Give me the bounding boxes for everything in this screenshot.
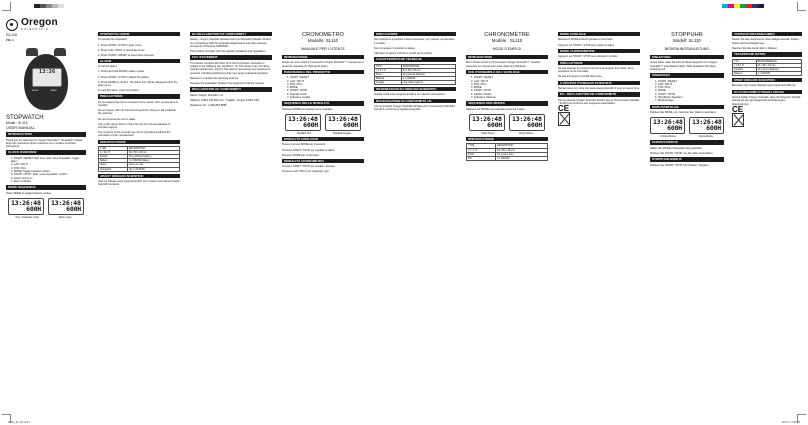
section-bar: INTRODUCTION: [466, 55, 548, 59]
lcd-display: [689, 117, 724, 134]
brand-subtitle: SCIENTIFIC: [21, 28, 50, 31]
lcd-bottom: 600H: [66, 204, 81, 213]
section-text: Visitare il sito www.oregonscientific.it per ulteriori informazioni.: [374, 93, 446, 97]
section-bar: VORSICHTSMASSNAHMEN: [732, 32, 802, 36]
section-text: This product complies with the relevant standards and regulations.: [190, 50, 267, 54]
section-text: 2. Press LAP / SPLIT to record lap times.: [98, 48, 146, 52]
lcd-top: 13:26:48: [653, 118, 683, 127]
list-item: • 1. START / RESET: [655, 80, 724, 83]
list-item: • 7. Indicatore sveglia: [287, 96, 364, 99]
section-bar: ALARM: [98, 59, 180, 63]
section-bar: PRECAUTIONS: [98, 94, 180, 98]
column-9: [732, 30, 802, 417]
section-text: Setzen Sie das Gerät keiner übermäßigen Gewalt, Stößen, Staub oder Feuchtigkeit aus.: [732, 38, 800, 45]
lcd-caption: Alarm mode: [58, 215, 72, 219]
spec-table: [98, 146, 180, 172]
column-italian: [282, 30, 364, 417]
figure-label: FIG. 1: [6, 38, 14, 43]
list-item: • 2. LAP / SPLIT: [11, 163, 86, 166]
table-cell: TYP: [733, 59, 757, 63]
list-item: • 7. Weckanzeige: [655, 99, 724, 102]
lcd-display: [650, 117, 685, 134]
table-cell: Once per day: [127, 163, 179, 167]
table-cell: 1 x CR2032: [756, 71, 801, 75]
section-text: Appuyez sur START / STOP pour régler la valeur.: [558, 43, 615, 47]
section-text: Hereby, Oregon Scientific declares that this Stopwatch (Model: SL110) is in compliance with the essential requirements and other relevant provisions of Directive 1999/5/EC.: [190, 38, 271, 48]
lcd-caption: Mode Heure: [481, 132, 495, 135]
lcd-display: [509, 114, 545, 131]
section-bar: EU DECLARATION OF CONFORMITY: [190, 32, 272, 36]
spec-table: [466, 143, 548, 160]
section-bar: INFORMAZIONI SU OREGON SCIENTIFIC: [374, 87, 456, 91]
lcd-bottom: 600H: [487, 121, 502, 129]
section-bar: STOPPUHR-MODUS: [650, 157, 724, 161]
list-item: • 1. START / RESET: [471, 76, 548, 79]
section-bar: SPÉCIFICATIONS: [466, 137, 548, 141]
lcd-row: [466, 114, 548, 131]
section-text: Reorient or relocate the receiving antenna.: [190, 76, 240, 80]
spec-table: [374, 64, 456, 85]
section-text: Do not immerse the unit in water.: [98, 117, 136, 121]
column-5: [374, 30, 456, 417]
section-text: Maintenez MODE enfoncé pendant 2 secondes.: [558, 38, 614, 42]
section-text: Utilizzare un panno morbido e umido per la pulizia.: [374, 51, 433, 55]
table-cell: BESCHREIBUNG: [756, 59, 801, 63]
column-2: [98, 30, 180, 417]
section-bar: ÜBERSICHT: [650, 73, 724, 77]
brand-name: Oregon: [21, 17, 58, 28]
lcd-top: 13:26:48: [51, 198, 81, 207]
section-text: Appuyez sur MODE pour basculer entre les modes :: [466, 107, 526, 111]
table-cell: 64 x 56 x 18 mm: [127, 151, 179, 155]
section-text: Ne pas exposer le produit à une force excessive, des chocs, de la poussière ou de l'humidité.: [558, 66, 634, 74]
section-bar: TECHNISCHE DATEN: [732, 52, 802, 56]
section-bar: UHRZEIT-MODUS: [650, 140, 724, 144]
lcd-top: 13:26:48: [328, 115, 358, 123]
section-text: Non sottoporre il prodotto a forza eccessiva, urti, polvere, temperature o umidità.: [374, 38, 455, 45]
table-row: [467, 156, 548, 160]
section-bar: ABOUT OREGON SCIENTIFIC: [98, 174, 180, 178]
list-item: • 5. START / STOP: Start / stop stopwatch, confirm: [11, 173, 86, 176]
section-text: Do not tamper with the internal components. Doing so will invalidate the warranty.: [98, 109, 176, 116]
section-text: 3. Press MODE to confirm. The alarm icon will be displayed when the alarm is on.: [98, 80, 178, 87]
section-text: Thank you for selecting the Oregon Scientific™ Stopwatch. Please keep this manual for future reference as it contains important instructions.: [6, 138, 83, 149]
section-text: Premere MODE per passare tra le modalità:: [282, 107, 333, 111]
ce-mark: CE: [732, 104, 744, 114]
lcd-caption-row: [466, 132, 548, 135]
section-text: Tenere premuto MODE per 2 secondi.: [282, 143, 326, 147]
color-calibration-left: [34, 4, 64, 8]
lcd-display: [285, 114, 321, 131]
section-text: Increase the separation between the equipment and the receiver.: [190, 81, 265, 85]
section-text: Premere START / STOP per regolare il valore.: [282, 148, 336, 152]
section-text: Premere MODE per confermare.: [282, 153, 320, 157]
table-cell: L x l x H: [467, 148, 496, 152]
section-text: 1. Press START / STOP to start / stop.: [98, 43, 143, 47]
section-text: Premere LAP / SPLIT per registrare i giri.: [282, 170, 330, 174]
table-cell: DESCRIPTION: [496, 144, 548, 148]
section-bar: DICHIARAZIONE DI CONFORMITÀ UE: [374, 99, 456, 103]
watch-button-left: [26, 48, 38, 56]
column-7: [558, 30, 640, 417]
table-cell: 40 g (without battery): [127, 155, 179, 159]
section-bar: STOPWATCH MODE: [98, 32, 180, 36]
stopwatch-illustration: [18, 46, 74, 112]
lcd-row: [282, 114, 364, 131]
table-cell: L x B x H: [733, 63, 757, 67]
section-bar: SEQUENZA DELLE MODALITÀ: [282, 101, 364, 105]
section-text: Press MODE to toggle between modes:: [6, 191, 52, 195]
table-cell: DESCRIPTION: [127, 147, 179, 151]
section-bar: VUE D'ENSEMBLE DE L'HORLOGE: [466, 70, 548, 74]
section-text: Hiermit erklärt Oregon Scientific, dass die Stoppuhr (Modell: SL110) mit den grundlegenden Anforderungen übereinstimmt.: [732, 95, 801, 106]
list-item: • 5. START / STOP: [471, 89, 548, 92]
section-text: Drücken Sie START / STOP, um den Wert einzustellen.: [650, 151, 714, 155]
lcd-display: [8, 198, 44, 215]
section-bar: PRÉCAUTIONS: [558, 61, 640, 65]
section-text: Besuchen Sie unsere Website www.oregonscientific.de.: [732, 84, 796, 88]
list-item: • 4. MODE: [655, 89, 724, 92]
lcd-caption-row: [282, 132, 364, 135]
lcd-caption: Uhrzeit-Modus: [660, 135, 676, 139]
watch-button-right: [54, 48, 66, 56]
crop-mark: [2, 2, 11, 11]
section-bar: MODE SEQUENCE: [6, 185, 86, 189]
section-text: To stop the alarm, press any button.: [98, 89, 140, 93]
column-cover: [6, 14, 86, 417]
lcd-top: 13:26:48: [472, 115, 502, 123]
oregon-logo-icon: [6, 19, 18, 31]
lcd-caption-row: [6, 216, 86, 219]
table-cell: Gewicht: [733, 67, 757, 71]
lcd-bottom: 600H: [527, 121, 542, 129]
cover-title: STOPWATCH: [6, 114, 44, 121]
list-item: • 6. Hourly chime on: [11, 177, 86, 180]
lcd-row: [6, 198, 86, 215]
lcd-bottom: 600H: [706, 124, 721, 133]
column-model: Modell: SL110: [673, 38, 701, 44]
cover-model: Model : SL110: [6, 120, 28, 125]
section-text: To operate the stopwatch:: [98, 38, 128, 42]
list-item: • 7. Alarm indicator: [11, 180, 86, 183]
section-text: Drücken Sie MODE, um zwischen den Modi zu wechseln:: [650, 111, 717, 114]
table-cell: 1 x CR2032: [496, 156, 548, 160]
column-manual: MODE D'EMPLOI: [492, 46, 522, 51]
section-text: Appuyez sur START / STOP pour démarrer / arrêter.: [558, 55, 619, 59]
lcd-row: [650, 117, 724, 134]
list-item: • 2. LAP / SPLIT: [655, 83, 724, 86]
lcd-caption: Modalità Sveglia: [333, 132, 351, 135]
crop-mark: [797, 2, 806, 11]
column-french: [466, 30, 548, 417]
section-text: Tauchen Sie das Gerät nicht in Wasser.: [732, 46, 778, 50]
overview-list: [6, 157, 86, 183]
list-item: • 1. START / RESET: [287, 76, 364, 79]
section-text: 3. Press START / RESET to reset when stopped.: [98, 53, 155, 57]
model-code: SL110: [6, 32, 18, 37]
section-bar: INTRODUCTION: [6, 132, 86, 136]
watch-label-start: START: [50, 89, 57, 92]
section-text: Address: 19861 SW 95th Ave., Tualatin, Oregon 97062 USA: [190, 98, 260, 102]
lcd-top: 13:26:48: [288, 115, 318, 123]
table-cell: Poids: [467, 152, 496, 156]
table-row: [733, 71, 802, 75]
section-bar: PRECAUZIONI: [374, 32, 456, 36]
table-cell: Stopwatch: [99, 167, 128, 171]
section-bar: ÜBER OREGON SCIENTIFIC: [732, 78, 802, 82]
section-text: Premere START / STOP per avviare / fermare.: [282, 165, 336, 169]
watch-screen: 13:26: [32, 68, 62, 87]
lcd-caption: Time / Calendar mode: [15, 215, 39, 219]
list-item: • 4. MODE: [287, 86, 364, 89]
section-bar: FCC STATEMENT: [190, 55, 272, 59]
list-item: • 3. STR / RCL: [11, 167, 86, 170]
section-bar: DECLARATION OF CONFORMITY: [190, 87, 272, 91]
list-item: • 3. STR / RCL: [655, 86, 724, 89]
table-cell: Batterie: [733, 71, 757, 75]
lcd-bottom: 600H: [343, 121, 358, 129]
section-text: Visit our website www.oregonscientific.com to learn more about Oregon Scientific products.: [98, 180, 180, 187]
list-item: • 3. STR / RCL: [471, 83, 548, 86]
table-row: [99, 167, 180, 171]
lcd-top: 13:26:48: [512, 115, 542, 123]
section-text: To set the alarm:: [98, 65, 118, 69]
lcd-caption: Weck-Modus: [699, 135, 713, 139]
section-bar: EINLEITUNG: [650, 55, 724, 59]
section-text: Drücken Sie START / STOP zum Starten / Stoppen.: [650, 163, 710, 167]
lcd-display: [325, 114, 361, 131]
lcd-bottom: 600H: [303, 121, 318, 129]
table-cell: 40 g (ohne Batterie): [756, 67, 801, 71]
print-slug-right: 2010.7.1 3:36 PM: [781, 422, 800, 424]
section-bar: MODE HORLOGE: [558, 32, 640, 36]
column-title: CHRONOMÈTRE: [484, 32, 530, 38]
table-cell: DESCRIZIONE: [401, 64, 455, 68]
lcd-bottom: 600H: [667, 124, 682, 133]
table-cell: Batteria: [375, 76, 402, 80]
lcd-caption: Modalità Ora: [297, 132, 311, 135]
color-calibration-right: [722, 4, 764, 8]
table-cell: Up to 23:59:59: [127, 167, 179, 171]
section-text: Use a soft, damp cloth to clean the unit. Do not use abrasive or corrosive agents.: [98, 122, 171, 129]
list-item: • 5. START / STOP: [287, 89, 364, 92]
section-bar: MODALITÀ OROLOGIO: [282, 137, 364, 141]
table-cell: Sveglia: [375, 80, 402, 84]
section-text: Ne pas immerger le produit dans l'eau.: [558, 75, 603, 79]
section-text: Name: Oregon Scientific, Inc.: [190, 93, 224, 97]
table-cell: 64 x 56 x 18 mm: [496, 148, 548, 152]
table-cell: 40 g (senza batteria): [401, 72, 455, 76]
weee-bin-icon: [558, 112, 570, 126]
section-text: Halten Sie MODE 2 Sekunden lang gedrückt.: [650, 146, 703, 150]
column-manual: BEDIENUNGSANLEITUNG: [664, 46, 710, 51]
list-item: • 6. Segnale orario: [287, 93, 364, 96]
overview-list: [282, 76, 364, 99]
section-bar: MODE CHRONOMÈTRE: [558, 49, 640, 53]
table-cell: L x W x H: [99, 151, 128, 155]
weee-bin-icon: [732, 113, 744, 127]
print-slug-left: SL110_EU_R1.indd 1: [8, 422, 31, 424]
lcd-top: 13:26:48: [11, 198, 41, 207]
section-text: Con la presente Oregon Scientific dichiara che il Cronometro (Modello: SL110) è conforme ai requisiti essenziali.: [374, 105, 456, 112]
column-3: [190, 30, 272, 417]
list-item: • 5. START / STOP: [655, 93, 724, 96]
cover-manual: USER MANUAL: [6, 124, 35, 130]
section-bar: EU - DÉCLARATION DE CONFORMITÉ: [558, 92, 640, 96]
overview-list: [650, 80, 724, 103]
table-cell: 40 g (sans pile): [496, 152, 548, 156]
table-cell: 1 x CR2032: [401, 76, 455, 80]
section-text: This device complies with Part 15 of the FCC Rules. Operation is subject to the following two conditions: (1) This device may not cause harmful interference, and (2) This device must accept any interference received, including interference that may cause undesired operation.: [190, 61, 271, 75]
lcd-top: 13:26:48: [692, 118, 722, 127]
table-cell: Battery: [99, 159, 128, 163]
lcd-caption: Mode Alarme: [518, 132, 534, 135]
column-manual: MANUALE PER L'UTENTE: [301, 46, 345, 51]
section-text: 1. Press and hold MODE in alarm mode.: [98, 70, 145, 74]
lcd-caption-row: [650, 135, 724, 138]
table-cell: TYPE: [99, 147, 128, 151]
list-item: • 1. START / RESET: Split time, start / stop stopwatch, toggle alarm: [11, 157, 86, 164]
list-item: • 2. LAP / SPLIT: [287, 80, 364, 83]
section-text: Par la présente Oregon Scientific déclare que le Chronomètre (Modèle : SL110) est conforme aux exigences essentielles.: [558, 98, 640, 105]
table-cell: Peso: [375, 72, 402, 76]
column-model: Modèle : SL110: [491, 38, 523, 44]
section-bar: INTRODUZIONE: [282, 55, 364, 59]
ce-mark: CE: [558, 104, 570, 114]
list-item: • 7. Indicateur d'alarme: [471, 96, 548, 99]
section-text: Telephone No.: 1-800-853-8883: [190, 103, 227, 107]
section-bar: MODALITÀ CRONOMETRO: [282, 159, 364, 163]
list-item: • 6. Stündlicher Signalton: [655, 96, 724, 99]
section-bar: CARATTERISTICHE TECNICHE: [374, 57, 456, 61]
table-cell: Una volta al giorno: [401, 80, 455, 84]
section-text: Do not subject the unit to excessive force, shock, dust, temperature or humidity.: [98, 100, 179, 108]
list-item: • 2. LAP / SPLIT: [471, 80, 548, 83]
section-text: Merci d'avoir choisi le Chronomètre Oregon Scientific™. Veuillez conserver ce manuel pour toute référence ultérieure.: [466, 61, 541, 68]
brand-block: [6, 18, 86, 31]
section-bar: CLOCK OVERVIEW: [6, 150, 86, 154]
table-cell: TIPO: [375, 64, 402, 68]
section-bar: SÉQUENCE DES MODES: [466, 101, 548, 105]
overview-list: [466, 76, 548, 99]
list-item: • 6. Carillon horaire: [471, 93, 548, 96]
watch-label-mode: MODE: [32, 89, 39, 92]
table-cell: Alarm: [99, 163, 128, 167]
section-bar: MODUSABFOLGE: [650, 105, 724, 109]
section-text: Grazie per aver scelto il Cronometro Oregon Scientific™. Conservare il presente manuale per riferimento futuro.: [282, 61, 364, 68]
table-cell: L x P x A: [375, 68, 402, 72]
spec-table: [732, 59, 802, 76]
column-title: STOPPUHR: [671, 32, 703, 38]
column-title: CRONOMETRO: [301, 32, 345, 38]
table-row: [375, 80, 456, 84]
column-model: Modello: SL110: [307, 38, 339, 44]
lcd-display: [469, 114, 505, 131]
table-cell: Pile: [467, 156, 496, 160]
list-item: • 4. MODE: Toggle between modes: [11, 170, 86, 173]
lcd-display: [48, 198, 84, 215]
section-text: 2. Press START / STOP to adjust the values.: [98, 75, 150, 79]
section-text: Vielen Dank, dass Sie sich für diese Stoppuhr von Oregon Scientific™ entschieden haben. Bitte bewahren Sie diese Anleitung auf.: [650, 61, 717, 71]
table-cell: TYPE: [467, 144, 496, 148]
section-text: Rendez-vous sur notre site www.oregonscientific.fr pour en savoir plus.: [558, 87, 640, 90]
lcd-bottom: 600H: [26, 204, 41, 213]
section-bar: SPECIFICATIONS: [98, 140, 180, 144]
table-cell: 1 x CR2032 battery: [127, 159, 179, 163]
section-text: Non immergere il prodotto in acqua.: [374, 46, 416, 50]
list-item: • 3. STR / RCL: [287, 83, 364, 86]
table-cell: 64 x 56 x 18 mm: [401, 68, 455, 72]
list-item: • 4. MODE: [471, 86, 548, 89]
table-cell: 64 x 56 x 18 mm: [756, 63, 801, 67]
section-bar: EU-KONFORMITÄTSERKLÄRUNG: [732, 90, 802, 94]
section-bar: PANORAMICA DEL PRODOTTO: [282, 70, 364, 74]
section-bar: À PROPOS D'OREGON SCIENTIFIC: [558, 81, 640, 85]
table-cell: Weight: [99, 155, 128, 159]
column-german: [650, 30, 724, 417]
section-text: The contents of this manual may not be reproduced without the permission of the manufacturer.: [98, 131, 171, 138]
